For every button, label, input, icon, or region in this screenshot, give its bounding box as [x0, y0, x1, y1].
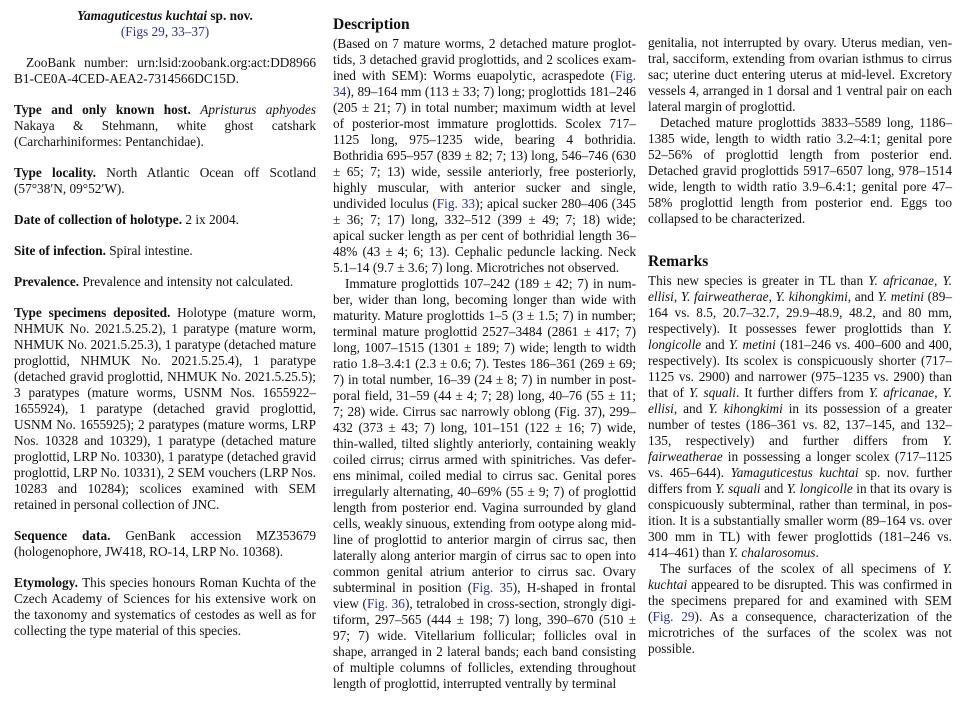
text-run: ); apical sucker 280–406 (345 ± 36; 7; 17) long, 332–512 (399 ± 49; 7; 18) wide; apical sucker length as per cent of bothridial length 36–48% (43 ± 4; 6; 13). Cephalic peduncle lacking. Neck 5.1–14 (9.7 ± 3.6; 7) long. Microtriches not observed. — [333, 196, 637, 275]
figure-link[interactable]: Fig. 35 — [472, 580, 513, 595]
text-run: in its possession of a greater number of testes (186–361 vs. 82, 137–145, and 132–135, respectively) and further differs from — [648, 401, 953, 448]
italic-text: Y. squali — [688, 385, 736, 400]
figure-link[interactable]: Fig. 29 — [652, 609, 695, 624]
figure-link[interactable]: 33–37) — [171, 24, 210, 39]
bold-text: sp. nov. — [207, 8, 253, 23]
paragraph — [14, 55, 316, 87]
paragraph — [648, 561, 952, 657]
paragraph — [648, 115, 952, 227]
text-run: , — [164, 24, 172, 39]
text-run: This species honours Roman Kuchta of the Czech Academy of Sciences for his extensive work on the taxonomy and systematics of cestodes as well as for collecting the type material of this species. — [14, 575, 316, 638]
bold-text: Sequence data. — [14, 528, 126, 543]
paragraph — [333, 276, 636, 692]
text-run: ). As a consequence, characterization of the microtriches of the surfaces of the scolex was not possible. — [648, 609, 953, 656]
italic-text: Y. ellisi — [648, 273, 952, 304]
text-run: Detached mature proglottids 3833–5589 long, 1186–1385 wide, length to width ratio 3.2–4:1; genital pore 52–56% of proglottid length from posterior end. Detached gravid proglottids 5917–6507 long, 978–1514 wide, length to width ratio 3.9–6.4:1; genital pore 47–58% proglottid length from posterior end. Eggs too collapsed to be characterized. — [648, 115, 952, 226]
text-run: Prevalence and intensity not calculated. — [82, 274, 294, 289]
figure-link[interactable]: Fig. 34 — [333, 68, 636, 99]
paragraph — [14, 274, 316, 290]
text-run: in possessing a longer scolex (717–1125 vs. 465–644). — [648, 449, 952, 480]
text-run: , — [768, 289, 776, 304]
paragraph — [14, 165, 316, 197]
paragraph — [14, 528, 316, 560]
text-run: Immature proglottids 107–242 (189 ± 42; 7) in number, wider than long, becoming longer than wide with maturity. Mature proglottids 1–5 (3 ± 1.5; 7) in number; terminal mature proglottid 2527–3484 (2861 ± 417; 7) long, 1007–1515 (1301 ± 189; 7) wide; length to width ratio 1.8–3.4:1 (2.3 ± 0.6; 7). Testes 186–361 (269 ± 69; 7) in total number, 16–39 (24 ± 8; 7) in number in postporal field, 31–59 (44 ± 4; 7; 28) long, 40–76 (55 ± 11; 7; 28) wide. Cirrus sac narrowly oblong (Fig. 37), 299–432 (373 ± 43; 7) long, 101–151 (122 ± 16; 7) wide, thin-walled, tilted slightly anteriorly, containing weakly coiled cirrus; cirrus armed with spinitriches. Vas deferens minimal, coiled medial to cirrus sac. Genital pores irregularly alternating, 40–69% (55 ± 9; 7) of proglottid length from posterior end. Vagina surrounded by gland cells, weakly sinuous, extending from ootype along midline of proglottid to anterior margin of cirrus sac, then laterally along anterior margin of cirrus sac to open into common genital atrium anterior to cirrus sac. Ovary subterminal in position ( — [333, 276, 636, 595]
remarks-heading: Remarks — [648, 253, 709, 270]
paragraph — [333, 36, 636, 276]
italic-text: Y. metini — [877, 289, 924, 304]
text-run: 2 ix 2004. — [185, 212, 239, 227]
text-run: appeared to be disrupted. This was confirmed in the specimens prepared for and examined with SEM ( — [648, 577, 952, 624]
text-run: sp. nov. further differs from — [648, 465, 953, 496]
paragraph — [14, 575, 316, 639]
text-run: Nakaya & Stehmann, white ghost catshark (Carcharhiniformes: Pentanchidae). — [14, 118, 316, 149]
text-run: The surfaces of the scolex of all specimens of — [660, 561, 943, 576]
description-body — [333, 36, 636, 692]
text-run: ), 89–164 mm (113 ± 33; 7) long; proglottids 181–246 (205 ± 21; 7) in total number; maximum width at level of posterior-most immature proglottids. Scolex 717–1125 long, 975–1235 wide, bearing 4 bothridia. Bothridia 695–957 (839 ± 82; 7; 13) long, 546–746 (630 ± 65; 7; 13) wide, sessile anteriorly, free posteriorly, highly muscular, with anterior sucker and single, undivided loculus ( — [333, 84, 636, 211]
paragraph — [14, 24, 316, 40]
text-run: GenBank accession MZ353679 (hologenophore, JW418, RO-14, LRP No. 10368). — [14, 528, 316, 559]
text-run: , — [933, 273, 943, 288]
italic-text: Y. fairweatherae — [680, 289, 769, 304]
description-heading: Description — [333, 16, 410, 33]
text-run: genitalia, not interrupted by ovary. Uterus median, ventral, sacciform, extending from ovarian isthmus to cirrus sac; uterine duct entering uterus at mid-level. Excretory vessels 4, arranged in 1 dorsal and 1 ventral pair on each lateral margin of proglottid. — [648, 35, 952, 114]
text-run: Spiral intestine. — [109, 243, 193, 258]
column-middle — [333, 16, 636, 692]
text-run: , and — [673, 401, 709, 416]
text-run: , — [934, 385, 943, 400]
text-run: in that its ovary is conspicuously subterminal, rather than terminal, in position. It is a substantially smaller worm (89–164 vs. over 300 mm in TL) with fewer proglottids (181–246 vs. 414–461) than — [648, 481, 952, 560]
bold-text: Site of infection. — [14, 243, 110, 258]
text-run: (89–164 vs. 8.5, 20.7–32.7, 29.9–48.9, 48.2, and 80 mm, respectively). It possesses fewer proglottids than — [648, 289, 953, 336]
paragraph — [648, 35, 952, 115]
bold-text: Type locality. — [14, 165, 107, 180]
paragraph — [14, 305, 316, 513]
italic-text: Y. kihongkimi — [708, 401, 783, 416]
text-run: This new species is greater in TL than — [648, 273, 869, 288]
description-continued — [648, 35, 952, 227]
bold-text: Prevalence. — [14, 274, 83, 289]
italic-text: Y. kihongkimi — [775, 289, 848, 304]
text-run: North Atlantic Ocean off Scotland (57°38′N, 09°52′W). — [14, 165, 316, 196]
column-left — [14, 8, 316, 639]
italic-text: Yamaguticestus kuchtai — [730, 465, 859, 480]
text-run: ZooBank number: urn:lsid:zoobank.org:act:DD8966 B1-CE0A-4CED-AEA2-7314566DC15D. — [14, 55, 316, 86]
italic-text: Y. africanae — [868, 273, 934, 288]
text-run: . It further differs from — [735, 385, 869, 400]
italic-text: Y. africanae — [868, 385, 935, 400]
paragraph — [14, 8, 316, 24]
italic-text: Y. longicolle — [648, 321, 952, 352]
italic-text: Y. squali — [715, 481, 761, 496]
bold-text: Etymology. — [14, 575, 83, 590]
text-run: ), tetralobed in cross-section, strongly digitiform, 297–565 (444 ± 198; 7) long, 390–670 (510 ± 97; 7) wide. Vitellarium follicular; follicles oval in shape, arranged in 2 lateral bands; each band consisting of multiple columns of follicles, extending throughout length of proglottid, interrupted ventrally by terminal — [333, 596, 636, 691]
remarks-body — [648, 273, 952, 657]
bold-text: Type and only known host. — [14, 102, 201, 117]
italic-text: Y. ellisi — [648, 385, 952, 416]
italic-text: Y. fairweatherae — [648, 433, 952, 464]
text-run: , and — [847, 289, 878, 304]
figure-link[interactable]: Fig. 33 — [436, 196, 476, 211]
paragraph — [648, 273, 952, 561]
italic-text: Y. longicolle — [786, 481, 853, 496]
italic-text: Apristurus aphyodes — [200, 102, 317, 117]
italic-text: Y. metini — [728, 337, 776, 352]
text-run: (Based on 7 mature worms, 2 detached mature proglottids, 3 detached gravid proglottids, and 2 scolices examined with SEM): Worms euapolytic, acraspedote ( — [333, 36, 636, 83]
text-run: and — [701, 337, 729, 352]
text-run: Holotype (mature worm, NHMUK No. 2021.5.25.2), 1 paratype (mature worm, NHMUK No. 2021.5.25.3), 1 paratype (detached mature proglottid, NHMUK No. 2021.5.25.4), 1 paratype (detached gravid proglottid, NHMUK No. 2021.5.25.5); 3 paratypes (mature worms, USNM Nos. 1655922–1655924), 1 paratype (detached gravid proglottid, USNM No. 1655925); 2 paratypes (mature worms, LRP Nos. 10328 and 10329), 1 paratype (detached mature proglottid, LRP No. 10330), 1 paratype (detached gravid proglottid, LRP No. 10331), 2 SEM vouchers (LRP Nos. 10283 and 10284); scolices examined with SEM retained in personal collection of JNC. — [14, 305, 316, 512]
bold-text: Date of collection of holotype. — [14, 212, 186, 227]
bold-text: Yamaguticestus kuchtai — [77, 8, 208, 23]
figure-link[interactable]: (Figs 29 — [120, 24, 165, 39]
text-run: , — [673, 289, 681, 304]
text-run: . — [815, 545, 819, 560]
bold-text: Type specimens deposited. — [14, 305, 178, 320]
italic-text: Y. kuchtai — [648, 561, 952, 592]
paragraph — [14, 212, 316, 228]
figure-link[interactable]: Fig. 36 — [366, 596, 405, 611]
column-right — [648, 35, 952, 657]
text-run: ), H-shaped in frontal view ( — [333, 580, 637, 611]
italic-text: Y. chalarosomus — [728, 545, 816, 560]
paragraph — [14, 243, 316, 259]
text-run: (181–246 vs. 400–600 and 400, respectively). Its scolex is conspicuously shorter (717–1125 vs. 2900) and narrower (975–1235 vs. 2900) than that of — [648, 337, 952, 400]
paragraph — [14, 102, 316, 150]
text-run: and — [760, 481, 787, 496]
